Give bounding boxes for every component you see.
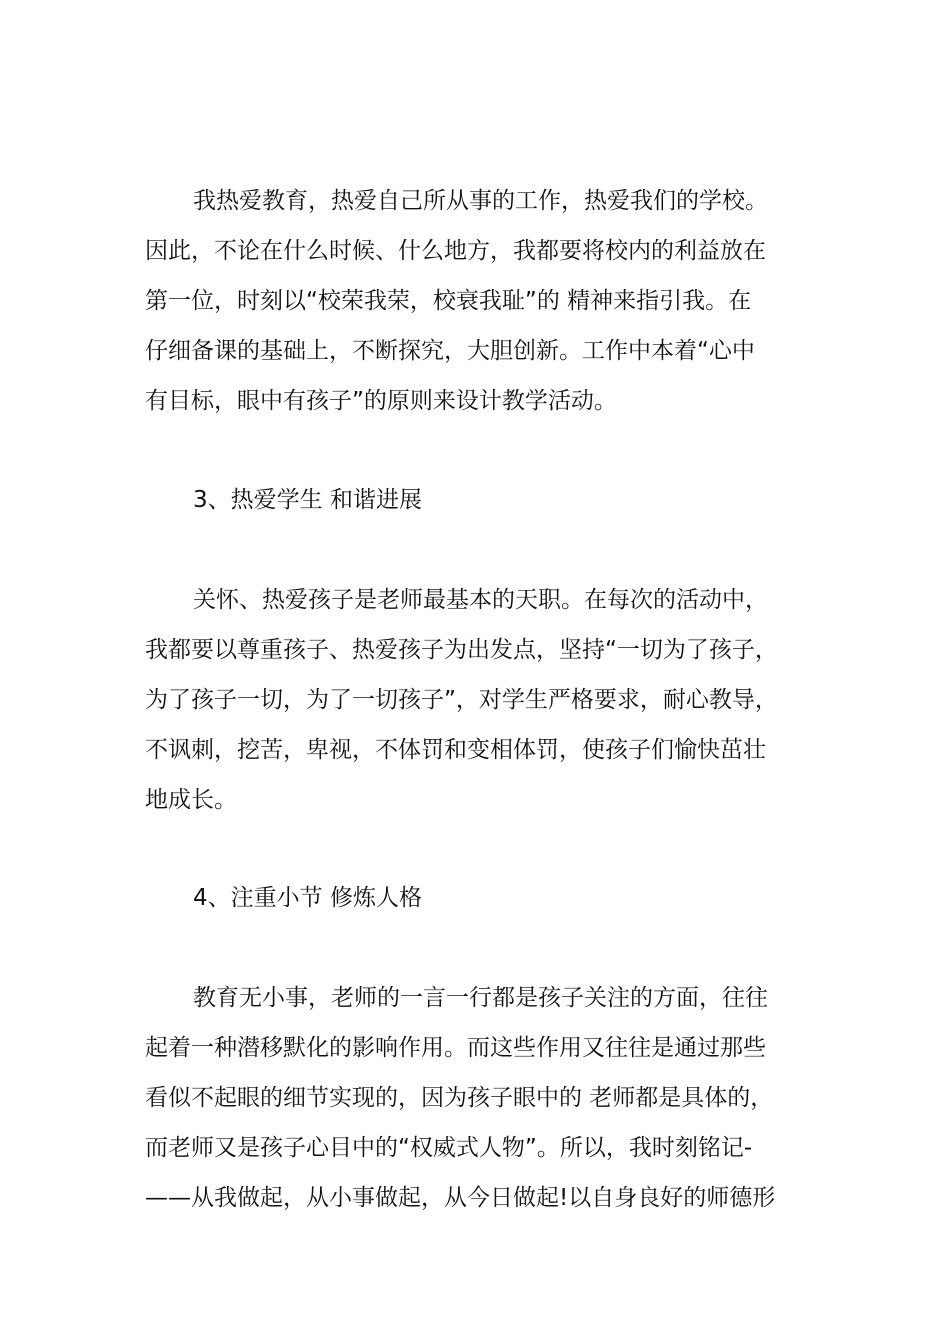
paragraph-3-line-1: 教育无小事，老师的一言一行都是孩子关注的方面，往往: [193, 985, 768, 1011]
paragraph-3-line-3: 看似不起眼的细节实现的，因为孩子眼中的 老师都是具体的，: [145, 1085, 774, 1111]
paragraph-3-line-4: 而老师又是孩子心目中的“权威式人物”。所以，我时刻铭记-: [145, 1135, 753, 1161]
paragraph-1-line-2: 因此，不论在什么时候、什么地方，我都要将校内的利益放在: [145, 238, 766, 264]
paragraph-1-line-4: 仔细备课的基础上，不断探究，大胆创新。工作中本着“心中: [145, 338, 755, 364]
section-heading-4: 4、注重小节 修炼人格: [193, 885, 422, 911]
paragraph-3-line-2: 起着一种潜移默化的影响作用。而这些作用又往往是通过那些: [145, 1035, 766, 1061]
paragraph-3-line-5: ——从我做起，从小事做起，从今日做起!以自身良好的师德形: [145, 1185, 776, 1211]
paragraph-2-line-4: 不讽刺，挖苦，卑视，不体罚和变相体罚，使孩子们愉快茁壮: [145, 737, 766, 763]
paragraph-2-line-3: 为了孩子一切，为了一切孩子”，对学生严格要求，耐心教导，: [145, 687, 778, 713]
paragraph-2-line-1: 关怀、热爱孩子是老师最基本的天职。在每次的活动中，: [193, 587, 768, 613]
paragraph-1-line-5: 有目标，眼中有孩子”的原则来设计教学活动。: [145, 388, 617, 414]
paragraph-1-line-1: 我热爱教育，热爱自己所从事的工作，热爱我们的学校。: [193, 188, 768, 214]
paragraph-2-line-5: 地成长。: [145, 787, 237, 813]
paragraph-1-line-3: 第一位，时刻以“校荣我荣，校衰我耻”的 精神来指引我。在: [145, 288, 752, 314]
section-heading-3: 3、热爱学生 和谐进展: [193, 487, 422, 513]
paragraph-2-line-2: 我都要以尊重孩子、热爱孩子为出发点，坚持“一切为了孩子，: [145, 637, 778, 663]
